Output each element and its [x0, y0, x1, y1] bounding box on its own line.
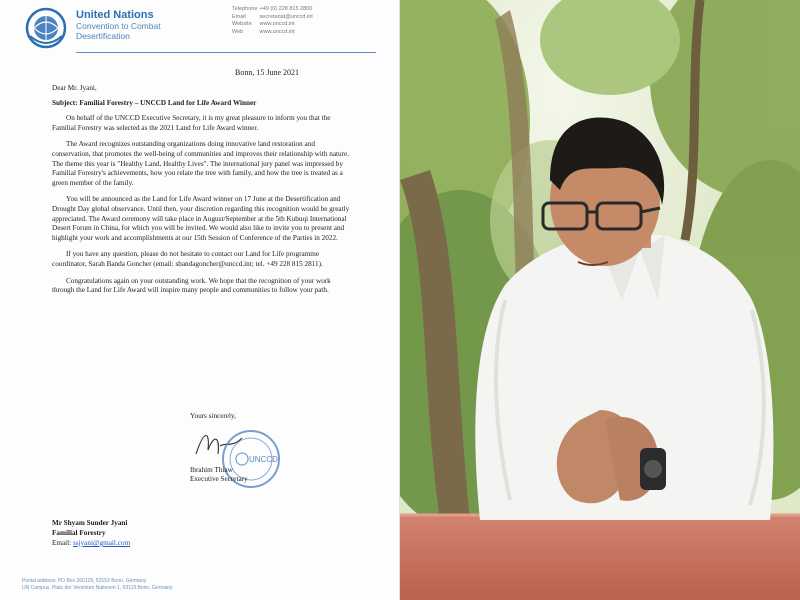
salutation: Dear Mr. Jyani, — [52, 84, 97, 92]
contact-value: +49 (0) 228 815 2800 — [259, 6, 313, 12]
recipient-org: Familial Forestry — [52, 529, 106, 537]
letter-body — [52, 84, 352, 303]
recipient-name: Mr Shyam Sunder Jyani — [52, 519, 128, 527]
org-line-2: Convention to Combat — [76, 21, 161, 31]
signer-title: Executive Secretary — [190, 475, 248, 483]
un-emblem-logo — [24, 6, 68, 50]
paragraph: You will be announced as the Land for Life Award winner on 17 June at the Desertification and Drought Day global observance. Until then, your discretion regarding this recognition would be greatly appreciated. The Award ceremony will take place in August/September at the 5th Kubuqi International Desert Forum in China, for which you will be invited. We would also like to invite you to present and highlight your work and accomplishments at our 15th Session of Conference of the Parties in 2022. — [52, 195, 350, 242]
contact-label: Telephone — [232, 6, 258, 12]
letterhead-rule — [76, 52, 376, 53]
paragraph: On behalf of the UNCCD Executive Secretary, it is my great pleasure to inform you that the Familial Forestry was selected as the 2021 Land for Life Award winner. — [52, 114, 331, 132]
footer-line-2: UN Campus, Platz der Vereinten Nationen 1, 53113 Bonn, Germany — [22, 585, 173, 591]
portrait-photo — [400, 0, 800, 600]
letter-date: Bonn, 15 June 2021 — [235, 68, 299, 77]
closing: Yours sincerely, — [190, 412, 236, 420]
contact-value: www.unccd.int — [259, 21, 295, 27]
email-label: Email: — [52, 539, 72, 547]
contact-block — [232, 6, 313, 36]
recipient-block — [52, 518, 130, 548]
paragraph: Congratulations again on your outstanding work. We hope that the recognition of your work through the Land for Life Award will inspire many people and communities to follow your path. — [52, 276, 331, 295]
signer-block — [190, 466, 248, 484]
signer-name: Ibrahim Thiaw — [190, 466, 233, 474]
contact-row — [232, 21, 313, 29]
seal-text: UNCCD — [249, 455, 278, 464]
subject-line: Subject: Familial Forestry – UNCCD Land for Life Award Winner — [52, 98, 257, 107]
org-line-3: Desertification — [76, 31, 130, 41]
un-org-name — [76, 10, 161, 41]
contact-value: secretariat@unccd.int — [259, 13, 313, 20]
footer-line-1: Postal address: PO Box 260129, 53153 Bonn, Germany — [22, 578, 147, 584]
contact-label: Email — [232, 13, 246, 20]
contact-label: Web — [232, 28, 244, 35]
contact-value: www.unccd.int — [259, 28, 295, 35]
paragraph: If you have any question, please do not hesitate to contact our Land for Life programme coordinator, Sarah Banda Goncher (email: sbandagoncher@unccd.int; tel. +49 228 815 2811). — [52, 250, 323, 268]
brick-wall — [400, 515, 800, 600]
paragraph: The Award recognizes outstanding organizations doing innovative land restoration and conservation, that promotes the well-being of communities and improves their relationship with nature. The theme this year is "Healthy Land, Healthy Lives". The international jury panel was impressed by Familial Forestry's achievements, how you relate the tree with family, and how the tree is treated as a green member of the family. — [52, 140, 350, 187]
contact-row — [232, 6, 313, 14]
portrait-illustration — [400, 0, 800, 600]
contact-row — [232, 14, 313, 22]
letter-footer — [22, 578, 173, 592]
contact-label: Website — [232, 21, 252, 27]
recipient-email-link[interactable]: ssjyani@gmail.com — [72, 539, 131, 547]
contact-row — [232, 29, 313, 37]
org-line-1: United Nations — [76, 9, 154, 21]
recipient-email-row — [52, 538, 130, 548]
